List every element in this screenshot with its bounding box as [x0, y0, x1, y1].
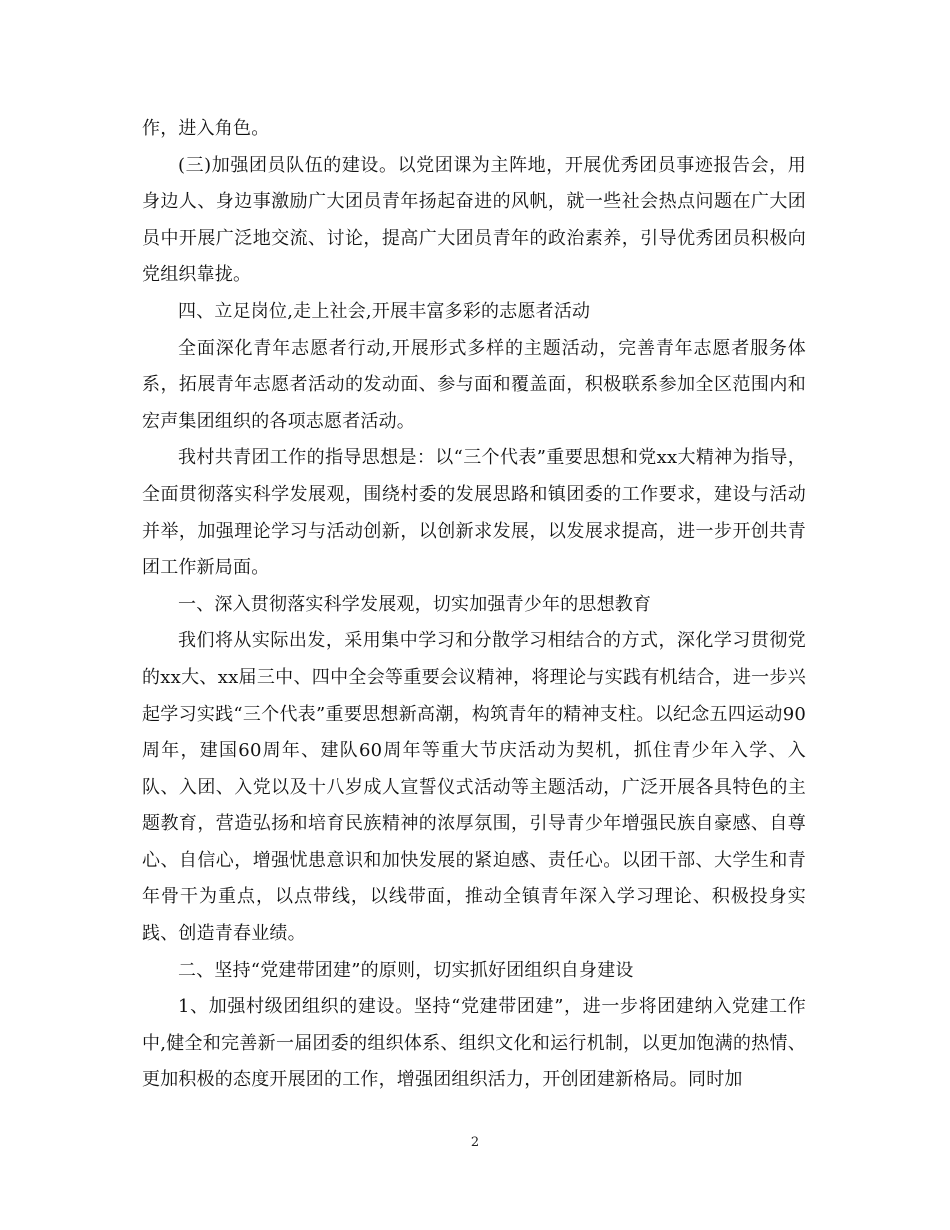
section-heading-volunteer: 四、立足岗位,走上社会,开展丰富多彩的志愿者活动 [178, 300, 591, 322]
paragraph-continuation: 作，进入角色。 [142, 118, 270, 139]
paragraph-volunteer: 全面深化青年志愿者行动,开展形式多样的主题活动，完善青年志愿者服务体系，拓展青年志愿者活动的发动面、参与面和覆盖面，积极联系参加全区范围内和宏声集团组织的各项志愿者活动。 [142, 337, 806, 432]
section-heading-organization: 二、坚持“党建带团建”的原则，切实抓好团组织自身建设 [178, 959, 634, 981]
page-number: 2 [470, 1135, 480, 1150]
section-heading-education: 一、深入贯彻落实科学发展观，切实加强青少年的思想教育 [178, 593, 652, 615]
paragraph-education: 我们将从实际出发，采用集中学习和分散学习相结合的方式，深化学习贯彻党的xx大、xx届三中、四中全会等重要会议精神，将理论与实践有机结合，进一步兴起学习实践“三个代表”重要思想新高潮，构筑青年的精神支柱。以纪念五四运动90周年，建国60周年、建队60周年等重大节庆活动为契机，抓住青少年入学、入队、入团、入党以及十八岁成人宣誓仪式活动等主题活动，广泛开展各具特色的主题教育，营造弘扬和培育民族精神的浓厚氛围，引导青少年增强民族自豪感、自尊心、自信心，增强忧患意识和加快发展的紧迫感、责任心。以团干部、大学生和青年骨干为重点，以点带线，以线带面，推动全镇青年深入学习理论、积极投身实践、创造青春业绩。 [142, 630, 806, 945]
paragraph-team-building: (三)加强团员队伍的建设。以党团课为主阵地，开展优秀团员事迹报告会，用身边人、身边事激励广大团员青年扬起奋进的风帆，就一些社会热点问题在广大团员中开展广泛地交流、讨论，提高广大团员青年的政治素养，引导优秀团员积极向党组织靠拢。 [142, 154, 806, 286]
paragraph-guiding-thought: 我村共青团工作的指导思想是：以“三个代表”重要思想和党xx大精神为指导，全面贯彻落实科学发展观，围绕村委的发展思路和镇团委的工作要求，建设与活动并举，加强理论学习与活动创新，以创新求发展，以发展求提高，进一步开创共青团工作新局面。 [142, 447, 806, 579]
document-body [142, 111, 806, 1099]
paragraph-organization: 1、加强村级团组织的建设。坚持“党建带团建”，进一步将团建纳入党建工作中,健全和完善新一届团委的组织体系、组织文化和运行机制，以更加饱满的热情、更加积极的态度开展团的工作，增强团组织活力，开创团建新格局。同时加 [142, 996, 806, 1091]
